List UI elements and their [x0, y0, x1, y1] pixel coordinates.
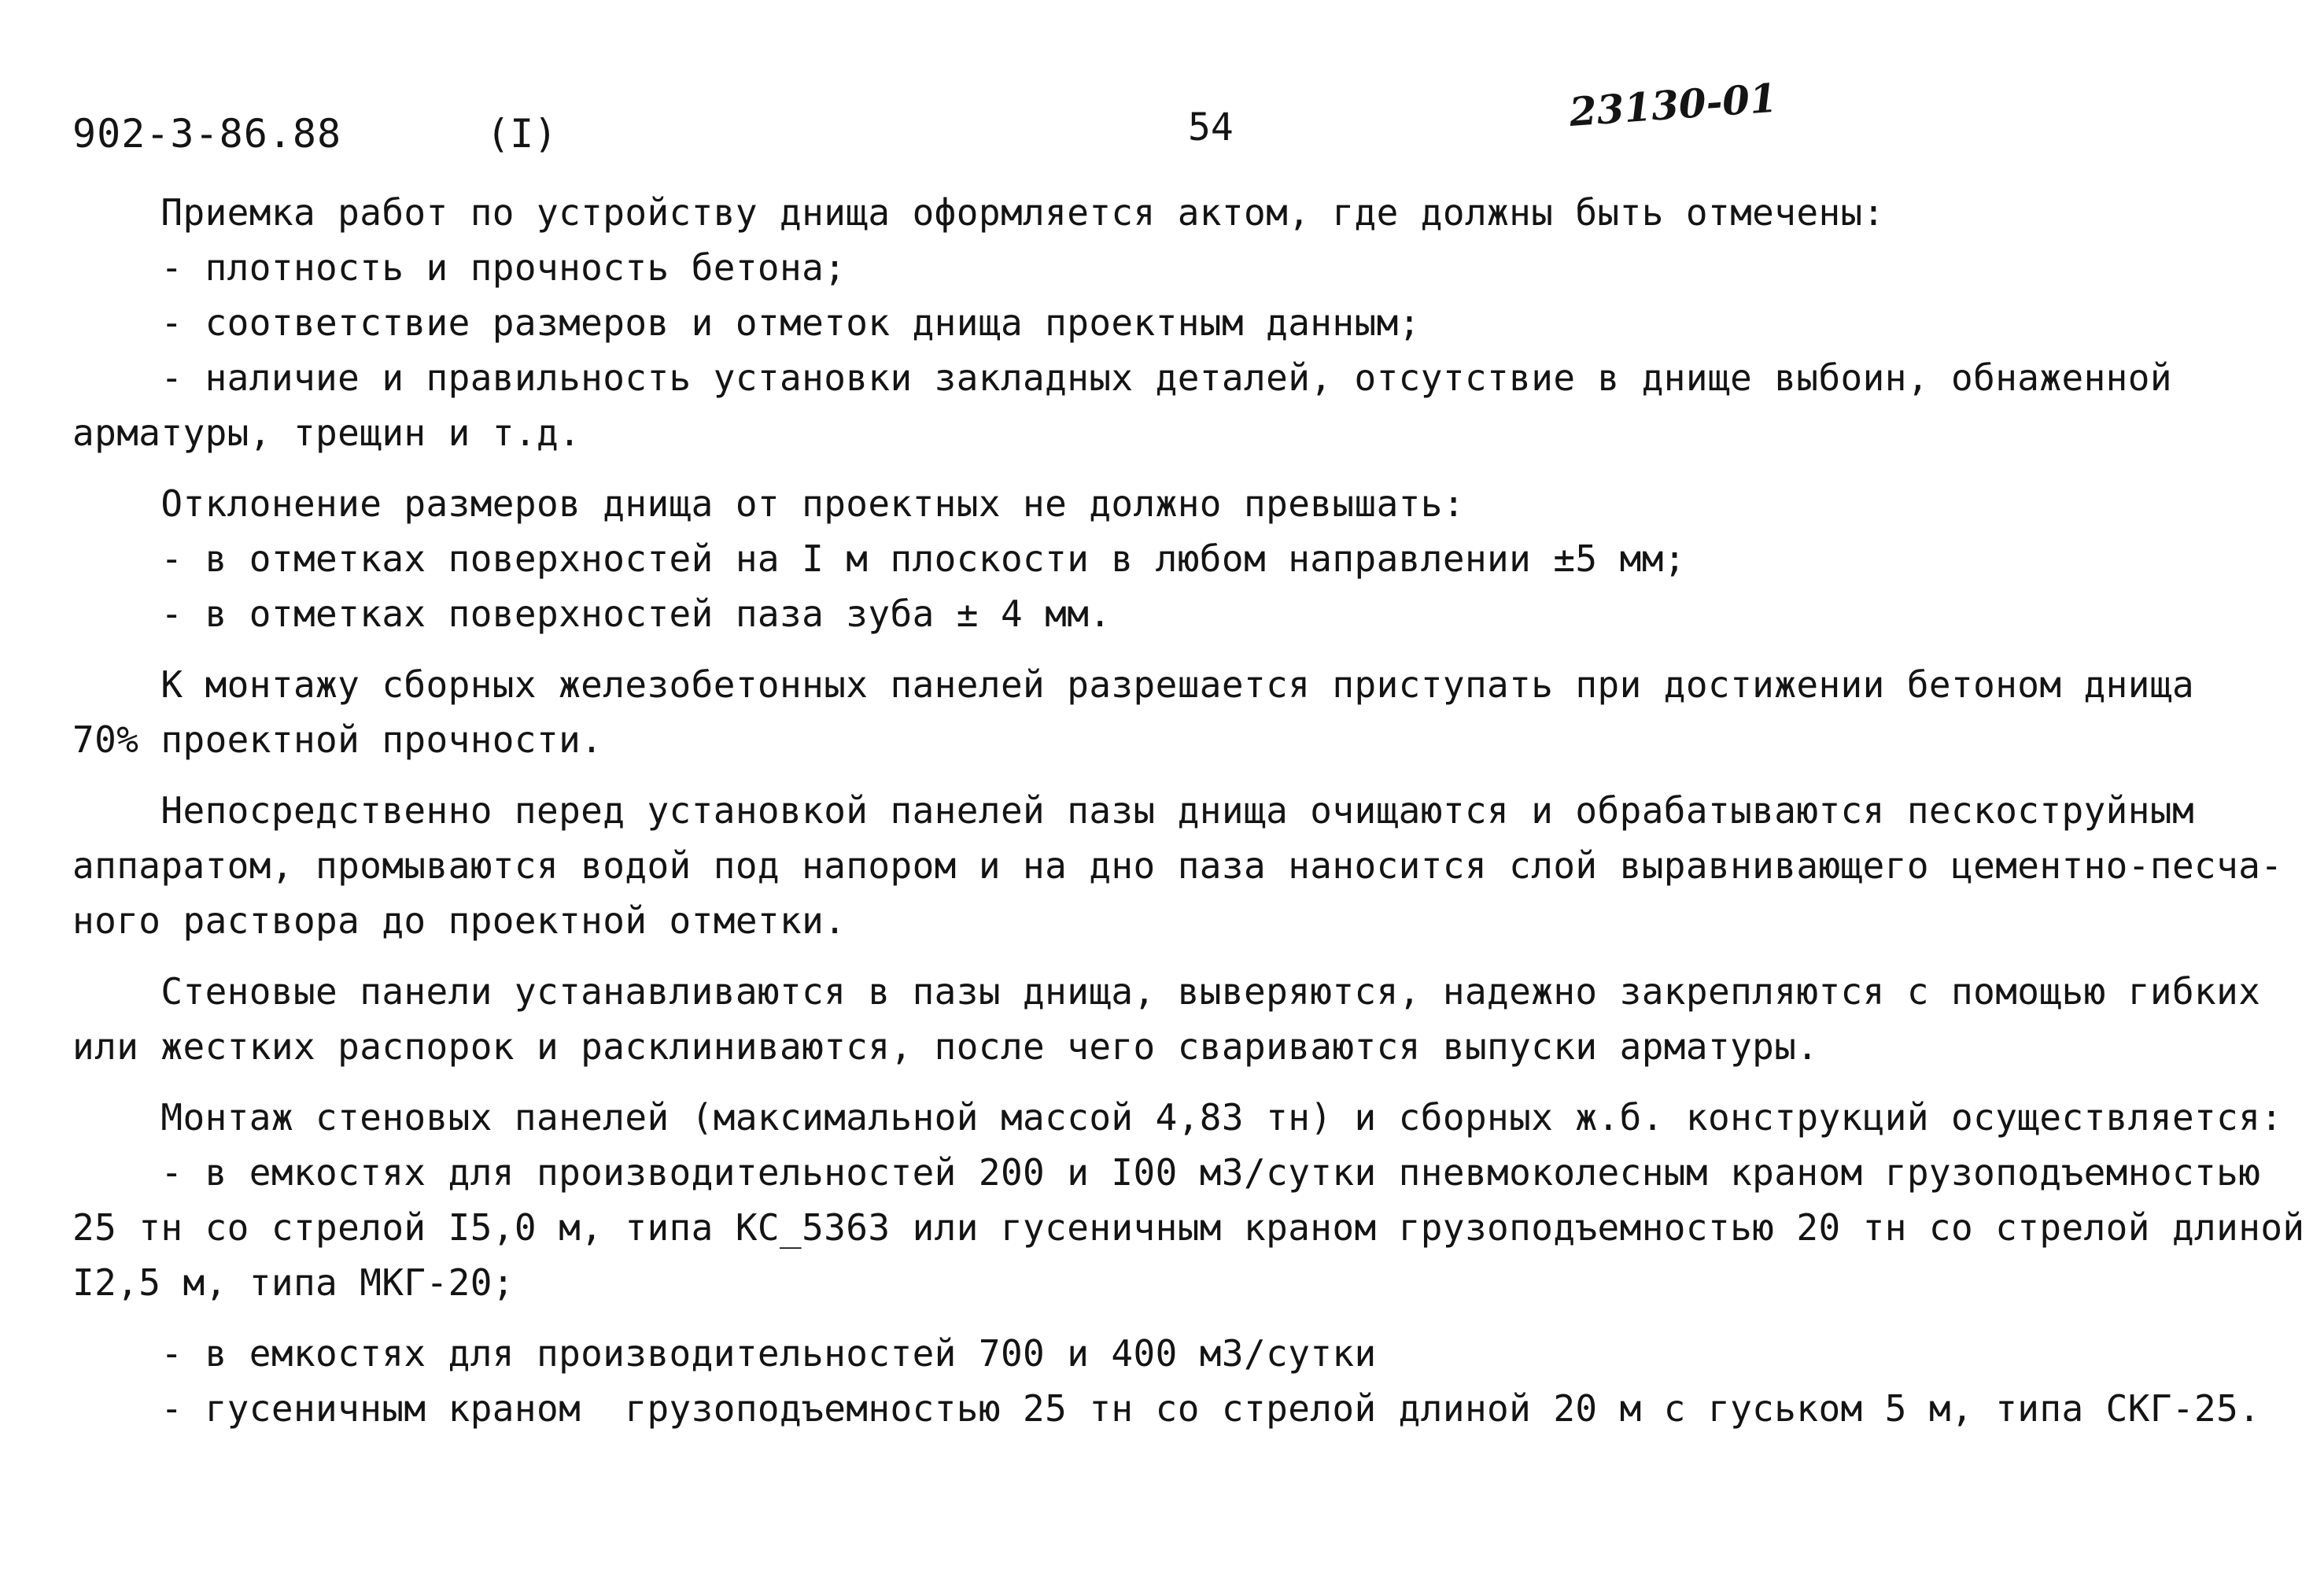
- text-line: - в емкостях для производительностей 200 и I00 м3/сутки пневмоколесным краном грузоподъемностью: [72, 1151, 2261, 1194]
- text-line: - плотность и прочность бетона;: [72, 246, 847, 289]
- text-line: Непосредственно перед установкой панелей пазы днища очищаются и обрабатываются пескоструйным: [72, 789, 2195, 832]
- text-line: К монтажу сборных железобетонных панелей разрешается приступать при достижении бетоном днища: [72, 663, 2195, 706]
- part-number: (I): [486, 111, 558, 157]
- text-line: - наличие и правильность установки закладных деталей, отсутствие в днище выбоин, обнаженной: [72, 356, 2172, 399]
- text-line: Стеновые панели устанавливаются в пазы днища, выверяются, надежно закрепляются с помощью гибких: [72, 970, 2261, 1013]
- text-line: 70% проектной прочности.: [72, 718, 603, 761]
- document-code: 902-3-86.88: [72, 111, 342, 157]
- text-line: 25 тн со стрелой I5,0 м, типа КС_5363 или гусеничным краном грузоподъемностью 20 тн со стрелой длиной: [72, 1206, 2305, 1249]
- text-line: Отклонение размеров днища от проектных не должно превышать:: [72, 482, 1465, 525]
- text-line: Приемка работ по устройству днища оформляется актом, где должны быть отмечены:: [72, 191, 1885, 234]
- text-line: - гусеничным краном грузоподъемностью 25 тн со стрелой длиной 20 м с гуськом 5 м, типа СКГ-25.: [72, 1387, 2261, 1430]
- text-line: - соответствие размеров и отметок днища проектным данным;: [72, 301, 1421, 344]
- text-line: ного раствора до проектной отметки.: [72, 899, 847, 942]
- text-line: - в емкостях для производительностей 700 и 400 м3/сутки: [72, 1332, 1377, 1375]
- text-line: Монтаж стеновых панелей (максимальной массой 4,83 тн) и сборных ж.б. конструкций осуществляется:: [72, 1096, 2283, 1139]
- text-line: или жестких распорок и расклиниваются, после чего свариваются выпуски арматуры.: [72, 1025, 1819, 1068]
- text-line: аппаратом, промываются водой под напором и на дно паза наносится слой выравнивающего цементно-песча-: [72, 844, 2283, 887]
- text-line: - в отметках поверхностей паза зуба ± 4 мм.: [72, 592, 1112, 635]
- text-line: I2,5 м, типа МКГ-20;: [72, 1261, 515, 1304]
- text-line: арматуры, трещин и т.д.: [72, 412, 581, 454]
- document-body: [72, 185, 2305, 1436]
- text-line: - в отметках поверхностей на I м плоскости в любом направлении ±5 мм;: [72, 537, 1686, 580]
- page-number: 54: [1188, 105, 1234, 150]
- handwritten-stamp-number: 23130-01: [1567, 74, 1779, 135]
